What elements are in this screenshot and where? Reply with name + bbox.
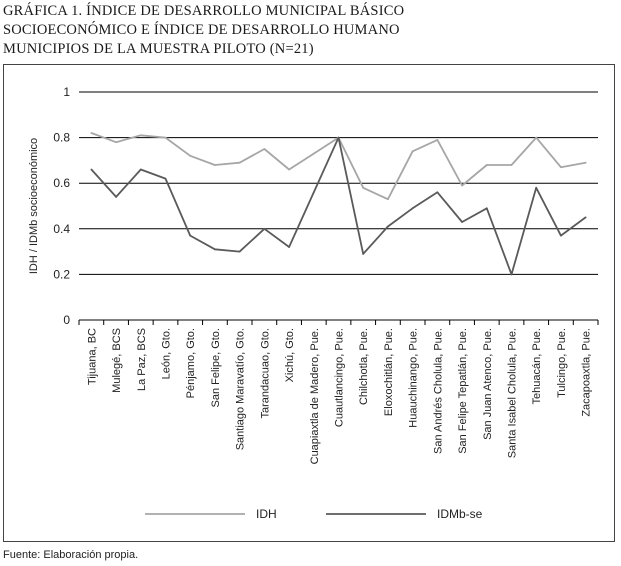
data-point-idmb-se bbox=[461, 221, 463, 223]
data-point-idmb-se bbox=[387, 226, 389, 228]
data-point-idmb-se bbox=[338, 137, 340, 139]
data-point-idh bbox=[165, 137, 167, 139]
data-point-idmb-se bbox=[239, 251, 241, 253]
data-point-idmb-se bbox=[362, 253, 364, 255]
y-tick-label: 0.2 bbox=[53, 267, 70, 282]
source-note: Fuente: Elaboración propia. bbox=[3, 549, 139, 561]
x-tick-label: San Felipe Tepatlán, Pue. bbox=[457, 327, 470, 454]
data-point-idmb-se bbox=[115, 196, 117, 198]
gridlines bbox=[79, 92, 598, 320]
x-tick-label: Huauchinango, Pue. bbox=[407, 327, 420, 428]
title-line-1: GRÁFICA 1. ÍNDICE DE DESARROLLO MUNICIPAL BÁSICO bbox=[3, 3, 405, 19]
data-point-idh bbox=[362, 187, 364, 189]
series-line-idh bbox=[91, 133, 585, 199]
x-tick-labels bbox=[79, 320, 598, 464]
series-line-idmb-se bbox=[91, 138, 585, 275]
data-point-idh bbox=[412, 150, 414, 152]
legend-label-idh: IDH bbox=[256, 507, 277, 521]
x-tick-label: Cuapiaxtla de Madero, Pue. bbox=[308, 328, 321, 465]
data-point-idmb-se bbox=[535, 187, 537, 189]
y-tick-label: 0.8 bbox=[53, 130, 70, 145]
data-point-idh bbox=[436, 139, 438, 141]
data-point-idh bbox=[511, 164, 513, 166]
x-tick-label: Pénjamo, Gto. bbox=[185, 328, 198, 399]
data-point-idmb-se bbox=[313, 191, 315, 193]
data-point-idmb-se bbox=[140, 169, 142, 171]
x-tick-label: Eloxochitlán, Pue. bbox=[382, 328, 395, 417]
legend-label-idmb-se: IDMb-se bbox=[437, 507, 483, 521]
x-tick-label: San Andrés Cholula, Pue. bbox=[432, 328, 445, 454]
data-point-idh bbox=[313, 153, 315, 155]
x-tick-label: Cuautlancingo, Pue. bbox=[333, 328, 346, 428]
data-point-idmb-se bbox=[214, 248, 216, 250]
y-tick-label: 0.4 bbox=[53, 221, 70, 236]
data-point-idh bbox=[263, 148, 265, 150]
data-point-idh bbox=[115, 141, 117, 143]
title-line-3: MUNICIPIOS DE LA MUESTRA PILOTO (N=21) bbox=[3, 41, 314, 57]
data-series bbox=[90, 132, 586, 275]
y-tick-labels bbox=[53, 85, 70, 327]
x-tick-label: Tarandacuao, Gto. bbox=[259, 328, 272, 419]
x-tick-label: San Juan Atenco, Pue. bbox=[481, 328, 494, 440]
x-tick-label: Chilchotla, Pue. bbox=[358, 328, 371, 406]
x-tick-label: Santa Isabel Cholula, Pue. bbox=[506, 328, 519, 459]
data-point-idh bbox=[140, 134, 142, 136]
data-point-idmb-se bbox=[189, 235, 191, 237]
legend bbox=[145, 507, 483, 521]
x-tick-label: Santiago Maravatío, Gto. bbox=[234, 328, 247, 451]
x-tick-label: Mulegé, BCS bbox=[111, 328, 124, 393]
y-axis-label: IDH / IDMb socioeconómico bbox=[28, 137, 40, 275]
data-point-idh bbox=[560, 166, 562, 168]
data-point-idh bbox=[239, 162, 241, 164]
data-point-idh bbox=[486, 164, 488, 166]
x-tick-label: Tulcingo, Pue. bbox=[555, 328, 568, 398]
data-point-idmb-se bbox=[585, 217, 587, 219]
data-point-idh bbox=[214, 164, 216, 166]
y-tick-label: 0.6 bbox=[53, 176, 70, 191]
data-point-idh bbox=[288, 169, 290, 171]
data-point-idmb-se bbox=[263, 228, 265, 230]
x-tick-label: León, Gto. bbox=[160, 328, 173, 380]
y-tick-label: 0 bbox=[63, 313, 70, 327]
x-tick-label: Xichú, Gto. bbox=[284, 328, 297, 383]
data-point-idh bbox=[461, 185, 463, 187]
data-point-idh bbox=[189, 155, 191, 157]
x-tick-label: Tehuacán, Pue. bbox=[531, 328, 544, 405]
data-point-idh bbox=[585, 162, 587, 164]
x-tick-label: Tijuana, BC bbox=[86, 328, 99, 386]
x-tick-label: San Felipe, Gto. bbox=[209, 328, 222, 408]
data-point-idmb-se bbox=[436, 191, 438, 193]
data-point-idmb-se bbox=[412, 207, 414, 209]
data-point-idmb-se bbox=[288, 246, 290, 248]
x-tick-label: Zacapoaxtla, Pue. bbox=[580, 328, 593, 417]
data-point-idmb-se bbox=[90, 169, 92, 171]
title-line-2: SOCIOECONÓMICO E ÍNDICE DE DESARROLLO HUMANO bbox=[3, 22, 400, 38]
data-point-idmb-se bbox=[511, 274, 513, 276]
data-point-idmb-se bbox=[165, 178, 167, 180]
data-point-idh bbox=[387, 198, 389, 200]
data-point-idmb-se bbox=[486, 207, 488, 209]
x-tick-label: La Paz, BCS bbox=[135, 328, 148, 391]
data-point-idh bbox=[535, 137, 537, 139]
data-point-idh bbox=[90, 132, 92, 134]
y-tick-label: 1 bbox=[63, 85, 70, 99]
data-point-idmb-se bbox=[560, 235, 562, 237]
